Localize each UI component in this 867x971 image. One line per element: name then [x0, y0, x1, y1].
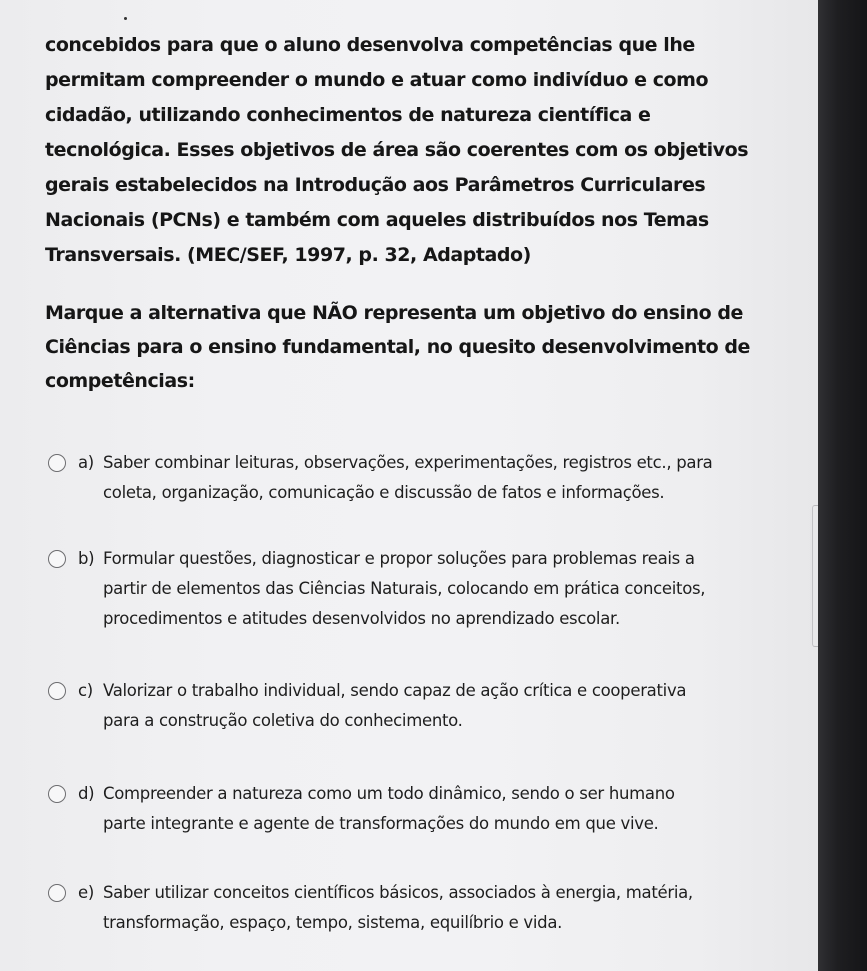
option-letter: d): [78, 784, 95, 803]
screen-bezel: [818, 0, 867, 971]
question-line: Ciências para o ensino fundamental, no quesito desenvolvimento de: [45, 336, 750, 358]
radio-option-e[interactable]: [48, 884, 66, 902]
passage-line: tecnológica. Esses objetivos de área são coerentes com os objetivos: [45, 139, 749, 161]
option-line: transformação, espaço, tempo, sistema, equilíbrio e vida.: [103, 913, 563, 932]
option-line: Saber combinar leituras, observações, experimentações, registros etc., para: [103, 453, 713, 472]
option-text: [103, 544, 793, 634]
option-text: [103, 779, 793, 839]
option-line: para a construção coletiva do conhecimento.: [103, 711, 463, 730]
passage-line: Nacionais (PCNs) e também com aqueles distribuídos nos Temas: [45, 209, 709, 231]
radio-option-d[interactable]: [48, 785, 66, 803]
option-line: Formular questões, diagnosticar e propor soluções para problemas reais a: [103, 549, 695, 568]
radio-option-c[interactable]: [48, 682, 66, 700]
option-text: [103, 448, 793, 508]
passage-line: gerais estabelecidos na Introdução aos Parâmetros Curriculares: [45, 174, 706, 196]
passage-line: cidadão, utilizando conhecimentos de natureza científica e: [45, 104, 651, 126]
option-line: Compreender a natureza como um todo dinâmico, sendo o ser humano: [103, 784, 675, 803]
option-letter: b): [78, 549, 95, 568]
question-content: [45, 28, 815, 398]
question-line: competências:: [45, 370, 195, 392]
option-line: partir de elementos das Ciências Naturais, colocando em prática conceitos,: [103, 579, 706, 598]
passage-text: [45, 28, 815, 273]
option-line: parte integrante e agente de transformações do mundo em que vive.: [103, 814, 659, 833]
passage-line: permitam compreender o mundo e atuar como indivíduo e como: [45, 69, 709, 91]
option-line: Valorizar o trabalho individual, sendo capaz de ação crítica e cooperativa: [103, 681, 687, 700]
screen-speck: [124, 17, 127, 20]
passage-line: concebidos para que o aluno desenvolva competências que lhe: [45, 34, 695, 56]
radio-option-a[interactable]: [48, 454, 66, 472]
passage-line: Transversais. (MEC/SEF, 1997, p. 32, Adaptado): [45, 244, 531, 266]
radio-option-b[interactable]: [48, 550, 66, 568]
option-line: procedimentos e atitudes desenvolvidos no aprendizado escolar.: [103, 609, 620, 628]
option-text: [103, 878, 793, 938]
question-line: Marque a alternativa que NÃO representa um objetivo do ensino de: [45, 302, 743, 324]
question-prompt: [45, 296, 815, 398]
option-letter: c): [78, 681, 93, 700]
option-line: Saber utilizar conceitos científicos básicos, associados à energia, matéria,: [103, 883, 693, 902]
option-letter: a): [78, 453, 94, 472]
option-letter: e): [78, 883, 94, 902]
option-line: coleta, organização, comunicação e discussão de fatos e informações.: [103, 483, 665, 502]
option-text: [103, 676, 793, 736]
